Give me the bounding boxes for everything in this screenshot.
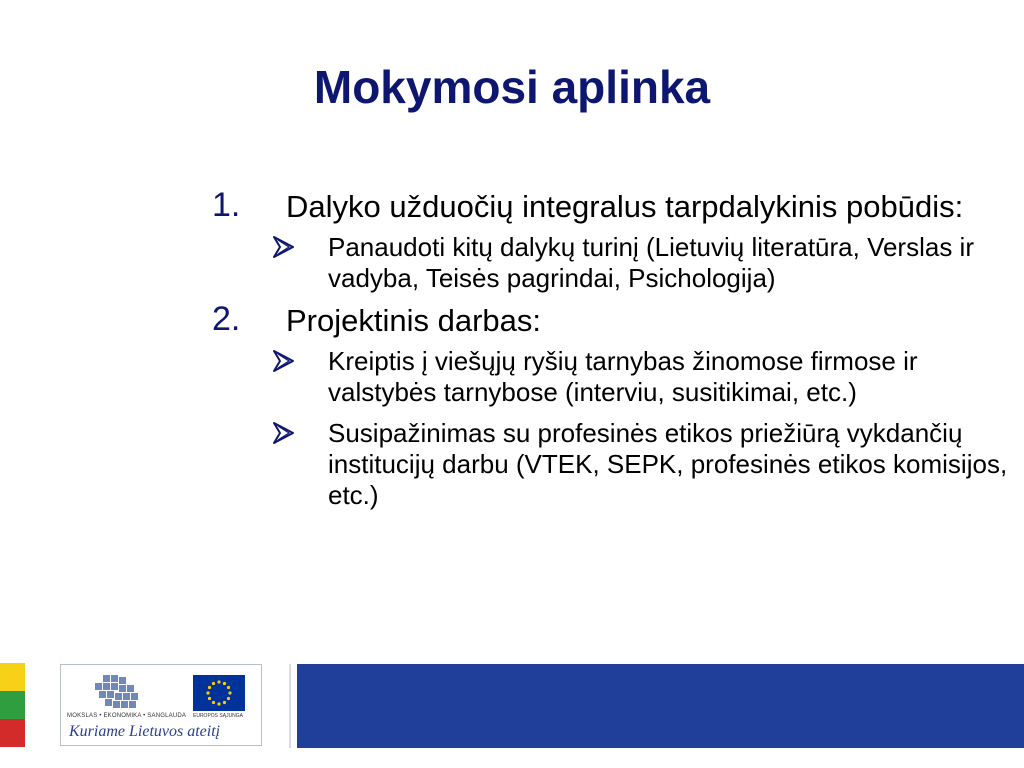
footer-bar [297,664,1024,748]
eu-text: EUROPOS SĄJUNGA [193,713,244,719]
list-number-1: 1. [212,186,241,224]
footer-divider [289,664,291,748]
sub-item-2-2-text: Susipažinimas su profesinės etikos priežiūrą vykdančių institucijų darbu (VTEK, SEPK, profesinės etikos komisijos, etc.) [328,418,1008,510]
lithuania-map-mosaic-icon [95,675,147,711]
sub-item-2-2 [212,418,1012,511]
eu-flag-icon [193,675,245,711]
sub-item-2-1 [212,346,1012,408]
arrow-bullet-icon [270,420,296,446]
arrow-bullet-icon [270,348,296,374]
list-number-2: 2. [212,300,241,338]
arrow-bullet-icon [270,234,296,260]
list-item-2 [212,300,1012,338]
logo-slogan: Kuriame Lietuvos ateitį [69,723,221,740]
list-item-2-text: Projektinis darbas: [286,303,542,338]
logo-text-small: MOKSLAS • EKONOMIKA • SANGLAUDA [67,713,187,719]
slide-content [212,186,1012,521]
stripe-green [0,691,25,719]
stripe-yellow [0,663,25,691]
slide-title: Mokymosi aplinka [313,61,711,113]
stripe-red [0,719,25,747]
lithuanian-flag-stripes [0,663,25,747]
sub-item-2-1-text: Kreiptis į viešųjų ryšių tarnybas žinomose firmose ir valstybės tarnybose (interviu, susitikimai, etc.) [328,346,918,407]
list-item-1 [212,186,1012,224]
footer-logo [60,664,262,746]
list-item-1-text: Dalyko užduočių integralus tarpdalykinis pobūdis: [286,189,964,224]
sub-item-1-1-text: Panaudoti kitų dalykų turinį (Lietuvių literatūra, Verslas ir vadyba, Teisės pagrindai, Psichologija) [328,232,974,293]
sub-item-1-1 [212,232,1012,294]
